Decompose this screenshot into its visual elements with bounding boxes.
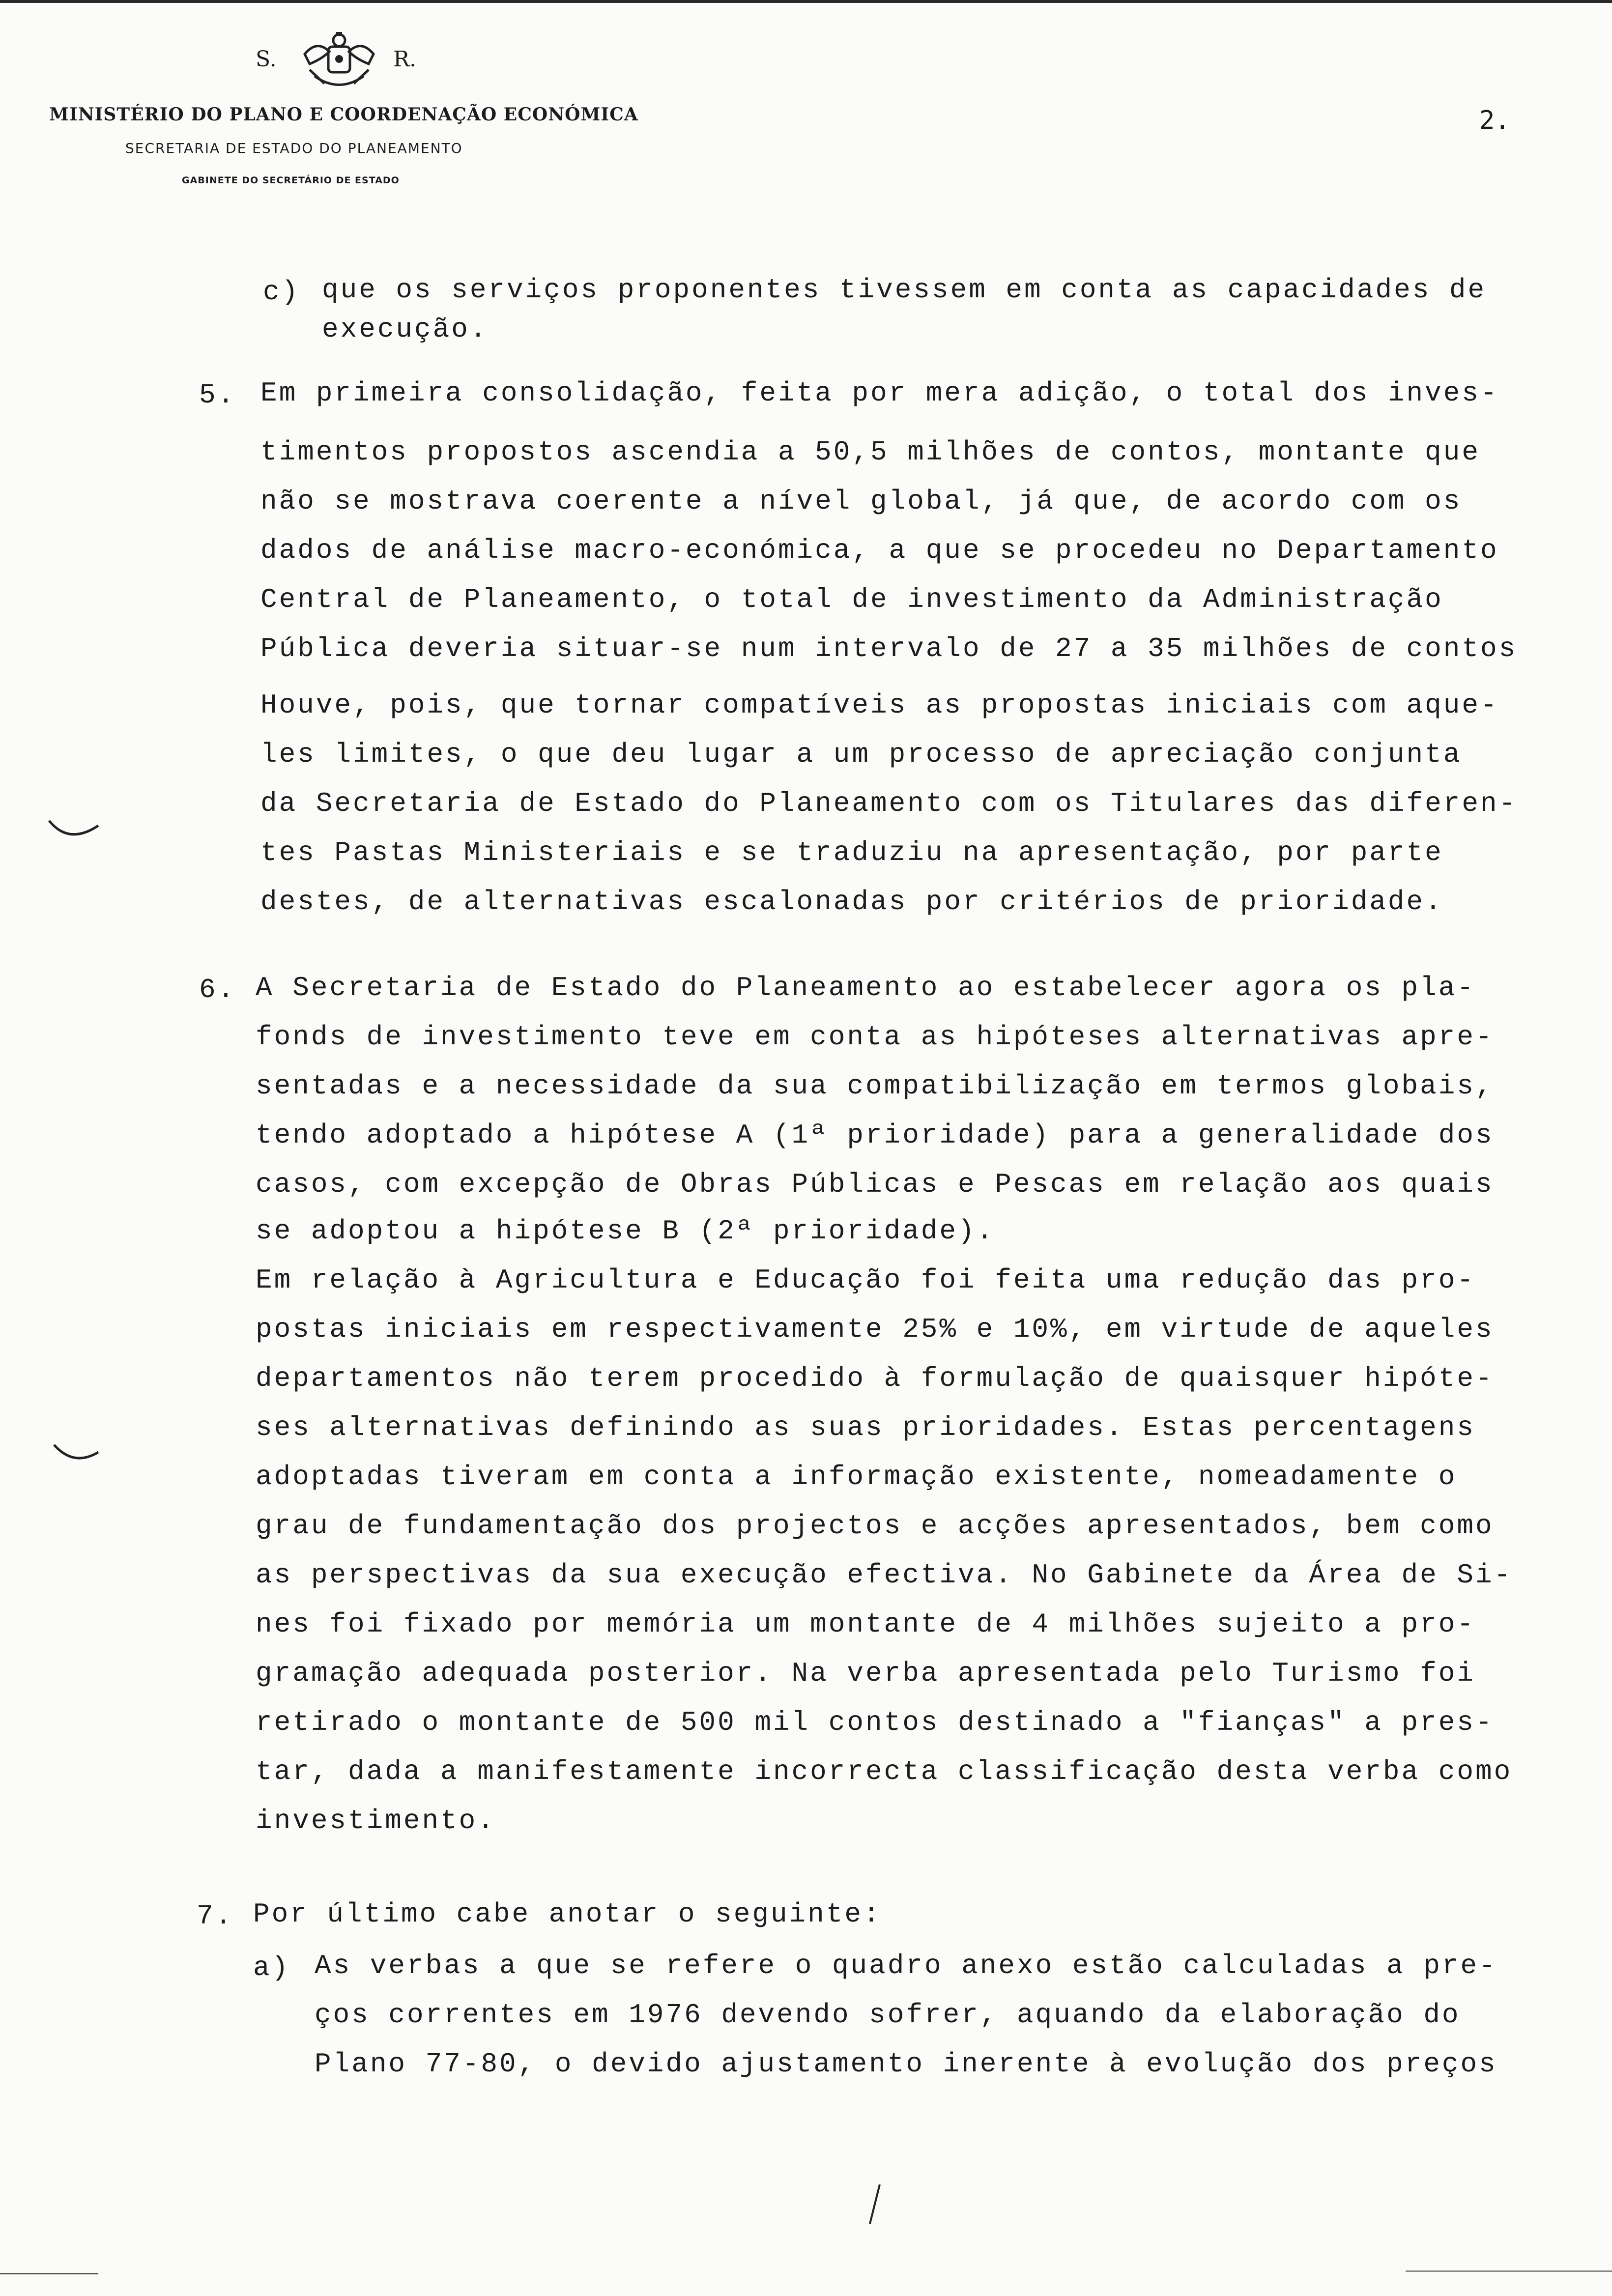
item-c-marker: c) <box>263 276 300 308</box>
para-6-line: casos, com excepção de Obras Públicas e Pescas em relação aos quais <box>256 1169 1494 1200</box>
para-7-number: 7. <box>197 1900 234 1932</box>
ministry-name: MINISTÉRIO DO PLANO E COORDENAÇÃO ECONÓMICA <box>49 104 638 125</box>
para-6-line: se adoptou a hipótese B (2ª prioridade). <box>256 1215 995 1247</box>
margin-bracket-mark <box>49 1440 103 1469</box>
para-5-line: destes, de alternativas escalonadas por critérios de prioridade. <box>260 886 1443 918</box>
para-5-line: tes Pastas Ministeriais e se traduziu na apresentação, por parte <box>260 837 1443 868</box>
para-7-line: Por último cabe anotar o seguinte: <box>253 1898 882 1930</box>
para-6-line: nes foi fixado por memória um montante de 4 milhões sujeito a pro- <box>256 1608 1475 1640</box>
para-5-line: Em primeira consolidação, feita por mera adição, o total dos inves- <box>260 377 1499 409</box>
para-6-line: grau de fundamentação dos projectos e acções apresentados, bem como <box>256 1510 1494 1542</box>
item-a-line: Plano 77-80, o devido ajustamento inerente à evolução dos preços <box>315 2048 1497 2080</box>
para-6-line: adoptadas tiveram em conta a informação existente, nomeadamente o <box>256 1461 1457 1492</box>
pen-stroke-mark <box>865 2182 885 2226</box>
para-5-line: timentos propostos ascendia a 50,5 milhões de contos, montante que <box>260 436 1480 468</box>
secretaria-name: SECRETARIA DE ESTADO DO PLANEAMENTO <box>125 140 463 156</box>
para-6-line: A Secretaria de Estado do Planeamento ao estabelecer agora os pla- <box>256 972 1475 1004</box>
para-6-line: fonds de investimento teve em conta as hipóteses alternativas apre- <box>256 1021 1494 1053</box>
gabinete-name: GABINETE DO SECRETÁRIO DE ESTADO <box>182 175 400 186</box>
para-5-line: não se mostrava coerente a nível global, já que, de acordo com os <box>260 486 1462 517</box>
item-a-line: ços correntes em 1976 devendo sofrer, aquando da elaboração do <box>315 1999 1461 2031</box>
para-6-line: sentadas e a necessidade da sua compatibilização em termos globais, <box>256 1070 1494 1102</box>
para-5-line: da Secretaria de Estado do Planeamento com os Titulares das diferen- <box>260 788 1518 819</box>
item-a-marker: a) <box>253 1952 290 1983</box>
page-number: 2. <box>1479 106 1510 135</box>
para-6-line: ses alternativas definindo as suas prioridades. Estas percentagens <box>256 1412 1475 1443</box>
para-6-line: postas iniciais em respectivamente 25% e 10%, em virtude de aqueles <box>256 1314 1494 1345</box>
para-6-line: tendo adoptado a hipótese A (1ª prioridade) para a generalidade dos <box>256 1119 1494 1151</box>
letterhead-s: S. <box>256 47 277 72</box>
para-6-line: departamentos não terem procedido à formulação de quaisquer hipóte- <box>256 1363 1494 1394</box>
para-6-line: as perspectivas da sua execução efectiva. No Gabinete da Área de Si- <box>256 1559 1513 1591</box>
coat-of-arms-icon <box>295 29 383 93</box>
item-c-line: execução. <box>322 314 489 345</box>
para-5-line: Pública deveria situar-se num intervalo de 27 a 35 milhões de contos <box>260 633 1518 664</box>
para-5-line: Houve, pois, que tornar compatíveis as propostas iniciais com aque- <box>260 689 1499 721</box>
para-6-line: investimento. <box>256 1805 496 1837</box>
para-5-line: dados de análise macro-económica, a que se procedeu no Departamento <box>260 535 1499 566</box>
para-6-number: 6. <box>199 974 236 1005</box>
para-5-line: les limites, o que deu lugar a um processo de apreciação conjunta <box>260 739 1462 770</box>
margin-bracket-mark <box>44 816 103 845</box>
para-6-line: retirado o montante de 500 mil contos destinado a "fianças" a pres- <box>256 1707 1494 1738</box>
footer-scan-line <box>1406 2270 1612 2272</box>
letterhead-r: R. <box>393 47 417 72</box>
para-6-line: Em relação à Agricultura e Educação foi feita uma redução das pro- <box>256 1264 1475 1296</box>
footer-scan-line <box>0 2273 98 2274</box>
top-border-rule <box>0 0 1612 3</box>
para-6-line: gramação adequada posterior. Na verba apresentada pelo Turismo foi <box>256 1658 1475 1689</box>
para-6-line: tar, dada a manifestamente incorrecta classificação desta verba como <box>256 1756 1513 1787</box>
para-5-line: Central de Planeamento, o total de investimento da Administração <box>260 584 1443 615</box>
item-a-line: As verbas a que se refere o quadro anexo estão calculadas a pre- <box>315 1950 1497 1981</box>
para-5-number: 5. <box>199 379 236 411</box>
letterhead-sr-mark <box>256 29 432 93</box>
item-c-line: que os serviços proponentes tivessem em conta as capacidades de <box>322 274 1487 306</box>
